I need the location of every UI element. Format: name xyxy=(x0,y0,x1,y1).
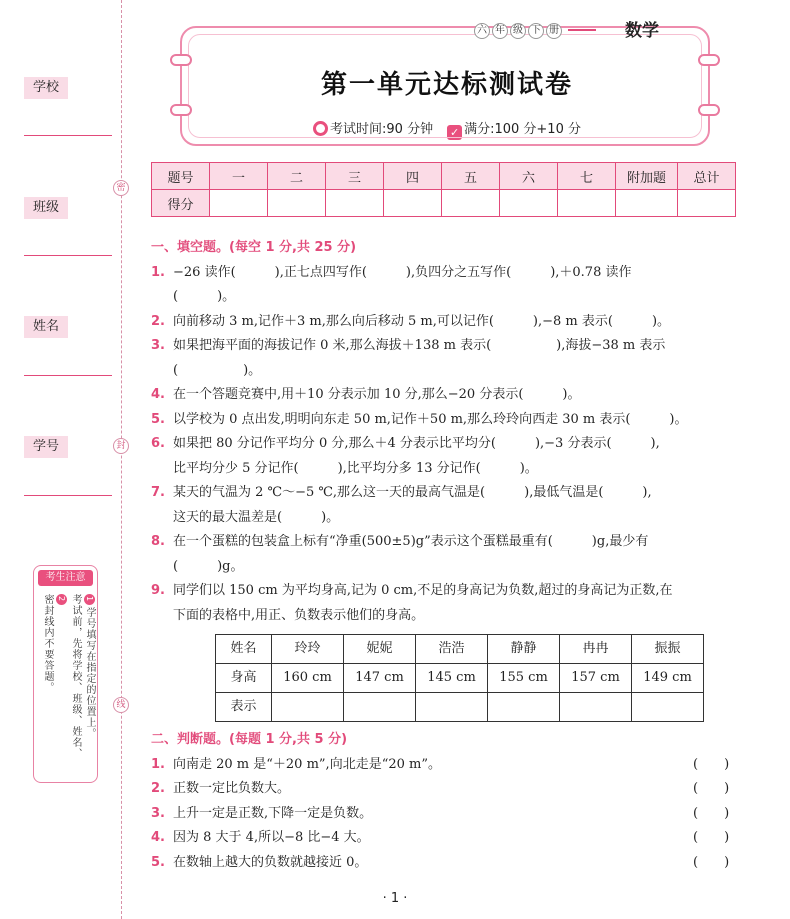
question-number: 2. xyxy=(151,313,165,329)
question-line: −26 读作( ),正七点四写作( ),负四分之五写作( ),＋0.78 读作 xyxy=(173,264,632,280)
height-table-cell[interactable] xyxy=(416,693,488,722)
judge-text: 因为 8 大于 4,所以−8 比−4 大。 xyxy=(173,830,370,845)
answer-paren[interactable]: ( ) xyxy=(693,805,730,821)
question-line: 向前移动 3 m,记作＋3 m,那么向后移动 5 m,可以记作( ),−8 m 表示( )。 xyxy=(173,313,671,329)
judge-text: 在数轴上越大的负数就越接近 0。 xyxy=(173,854,368,870)
score-cell[interactable] xyxy=(210,190,268,217)
question-number: 9. xyxy=(151,583,165,598)
score-cell[interactable] xyxy=(442,190,500,217)
score-cell[interactable] xyxy=(616,190,678,217)
height-table-cell[interactable] xyxy=(344,693,416,722)
school-label: 学校 xyxy=(24,77,68,99)
question-6 xyxy=(151,432,741,481)
question-number: 6. xyxy=(151,436,165,451)
height-table xyxy=(215,634,704,722)
judge-text: 上升一定是正数,下降一定是负数。 xyxy=(173,805,373,821)
answer-paren[interactable]: ( ) xyxy=(693,830,730,845)
seal-char-mi: 密 xyxy=(113,180,129,196)
question-number: 2. xyxy=(151,781,165,796)
height-table-cell: 157 cm xyxy=(560,664,632,693)
judge-item-2 xyxy=(151,777,741,802)
height-table-cell: 147 cm xyxy=(344,664,416,693)
name-line xyxy=(24,375,112,376)
question-4 xyxy=(151,383,741,408)
judge-text: 正数一定比负数大。 xyxy=(173,781,291,796)
height-table-cell: 玲玲 xyxy=(272,635,344,664)
question-line: ( )。 xyxy=(173,362,262,378)
page-number: · 1 · xyxy=(382,891,408,906)
score-cell[interactable] xyxy=(268,190,326,217)
score-table xyxy=(151,162,736,217)
score-cell[interactable] xyxy=(678,190,736,217)
question-number: 4. xyxy=(151,830,165,845)
notice-item-2: 考试前，先将学校、班级、姓名、 xyxy=(70,594,81,759)
question-number: 1. xyxy=(151,264,165,280)
height-table-cell: 149 cm xyxy=(632,664,704,693)
binder-ring-icon xyxy=(170,54,192,66)
question-5 xyxy=(151,408,741,433)
notice-item-2-num xyxy=(55,594,67,607)
number-1-icon: 1 xyxy=(84,594,95,605)
question-line: 在一个蛋糕的包装盒上标有“净重(500±5)g”表示这个蛋糕最重有( )g,最少有 xyxy=(173,534,649,549)
height-table-cell: 表示 xyxy=(216,693,272,722)
height-table-cell: 振振 xyxy=(632,635,704,664)
exam-notice-box xyxy=(33,565,98,783)
binder-ring-icon xyxy=(698,54,720,66)
height-table-cell: 身高 xyxy=(216,664,272,693)
number-2-icon: 2 xyxy=(56,594,67,605)
height-table-cell[interactable] xyxy=(632,693,704,722)
question-line: 同学们以 150 cm 为平均身高,记为 0 cm,不足的身高记为负数,超过的身高记为正数,在 xyxy=(173,583,673,598)
score-table-header: 题号 一 二 三 四 五 六 七 附加题 总计 xyxy=(152,163,736,190)
question-line: ( )。 xyxy=(173,289,236,304)
judge-item-5 xyxy=(151,851,741,876)
student-id-label: 学号 xyxy=(24,436,68,458)
height-table-cell[interactable] xyxy=(560,693,632,722)
section-1-title: 一、填空题。(每空 1 分,共 25 分) xyxy=(151,240,357,255)
question-number: 7. xyxy=(151,485,165,500)
height-table-cell: 145 cm xyxy=(416,664,488,693)
question-number: 5. xyxy=(151,411,165,427)
height-table-cell[interactable] xyxy=(488,693,560,722)
clock-icon xyxy=(313,121,328,136)
check-icon: ✓ xyxy=(447,125,462,140)
binding-strip xyxy=(0,0,124,919)
question-number: 3. xyxy=(151,338,165,353)
name-label: 姓名 xyxy=(24,316,68,338)
question-1 xyxy=(151,261,741,310)
page-title: 第一单元达标测试卷 xyxy=(320,70,573,100)
full-score: 满分:100 分+10 分 xyxy=(464,122,581,137)
judge-item-1 xyxy=(151,753,741,778)
seal-line xyxy=(121,0,122,919)
class-line xyxy=(24,255,112,256)
height-table-cell: 155 cm xyxy=(488,664,560,693)
question-line: 这天的最大温差是( )。 xyxy=(173,509,340,525)
score-cell[interactable] xyxy=(500,190,558,217)
answer-paren[interactable]: ( ) xyxy=(693,756,730,772)
notice-item-1: 1学号填写在指定的位置上。 xyxy=(83,594,95,739)
height-table-repr-row xyxy=(216,693,704,722)
height-table-cell: 妮妮 xyxy=(344,635,416,664)
question-number: 1. xyxy=(151,756,165,772)
title-frame xyxy=(180,26,710,146)
question-line: 以学校为 0 点出发,明明向东走 50 m,记作＋50 m,那么玲玲向西走 30 m 表示( )。 xyxy=(173,411,688,427)
question-number: 4. xyxy=(151,387,165,402)
seal-char-feng: 封 xyxy=(113,438,129,454)
exam-meta xyxy=(182,118,712,140)
height-table-names-row xyxy=(216,635,704,664)
exam-content xyxy=(151,236,741,875)
score-table-row: 得分 xyxy=(152,190,736,217)
notice-body xyxy=(39,594,95,776)
height-table-cell: 静静 xyxy=(488,635,560,664)
score-cell[interactable] xyxy=(326,190,384,217)
question-line: 下面的表格中,用正、负数表示他们的身高。 xyxy=(173,607,425,623)
seal-char-xian: 线 xyxy=(113,697,129,713)
question-number: 3. xyxy=(151,805,165,821)
binder-ring-icon xyxy=(698,104,720,116)
notice-title: 考生注意 xyxy=(38,570,93,586)
question-line: 比平均分少 5 分记作( ),比平均分多 13 分记作( )。 xyxy=(173,460,538,476)
question-line: ( )g。 xyxy=(173,558,244,574)
judge-item-3 xyxy=(151,802,741,827)
judge-text: 向南走 20 m 是“＋20 m”,向北走是“20 m”。 xyxy=(173,756,441,772)
question-7 xyxy=(151,481,741,530)
exam-time: 考试时间:90 分钟 xyxy=(330,122,434,137)
height-table-cell: 浩浩 xyxy=(416,635,488,664)
question-2 xyxy=(151,310,741,335)
height-table-cell: 姓名 xyxy=(216,635,272,664)
binder-ring-icon xyxy=(170,104,192,116)
height-table-cell: 160 cm xyxy=(272,664,344,693)
height-table-heights-row xyxy=(216,664,704,693)
question-number: 8. xyxy=(151,534,165,549)
question-line: 如果把海平面的海拔记作 0 米,那么海拔＋138 m 表示( ),海拔−38 m 表示 xyxy=(173,338,666,353)
height-table-cell[interactable] xyxy=(272,693,344,722)
height-table-cell: 冉冉 xyxy=(560,635,632,664)
judge-questions xyxy=(151,753,741,876)
judge-item-4 xyxy=(151,826,741,851)
question-8 xyxy=(151,530,741,579)
question-line: 在一个答题竞赛中,用＋10 分表示加 10 分,那么−20 分表示( )。 xyxy=(173,387,581,402)
subject-label: 数学 xyxy=(625,21,659,41)
section-2-title: 二、判断题。(每题 1 分,共 5 分) xyxy=(151,732,348,747)
answer-paren[interactable]: ( ) xyxy=(693,781,730,796)
score-cell[interactable] xyxy=(384,190,442,217)
student-id-line xyxy=(24,495,112,496)
grade-tag: 六 年 级 下 册 xyxy=(474,18,600,40)
question-3 xyxy=(151,334,741,383)
question-line: 某天的气温为 2 ℃～−5 ℃,那么这一天的最高气温是( ),最低气温是( ), xyxy=(173,485,652,500)
fill-in-questions xyxy=(151,261,741,629)
question-number: 5. xyxy=(151,854,165,870)
question-9 xyxy=(151,579,741,628)
notice-item-3: 密封线内不要答题。 xyxy=(42,594,53,693)
score-cell[interactable] xyxy=(558,190,616,217)
answer-paren[interactable]: ( ) xyxy=(693,854,730,870)
school-line xyxy=(24,135,112,136)
question-line: 如果把 80 分记作平均分 0 分,那么＋4 分表示比平均分( ),−3 分表示( ), xyxy=(173,436,660,451)
class-label: 班级 xyxy=(24,197,68,219)
